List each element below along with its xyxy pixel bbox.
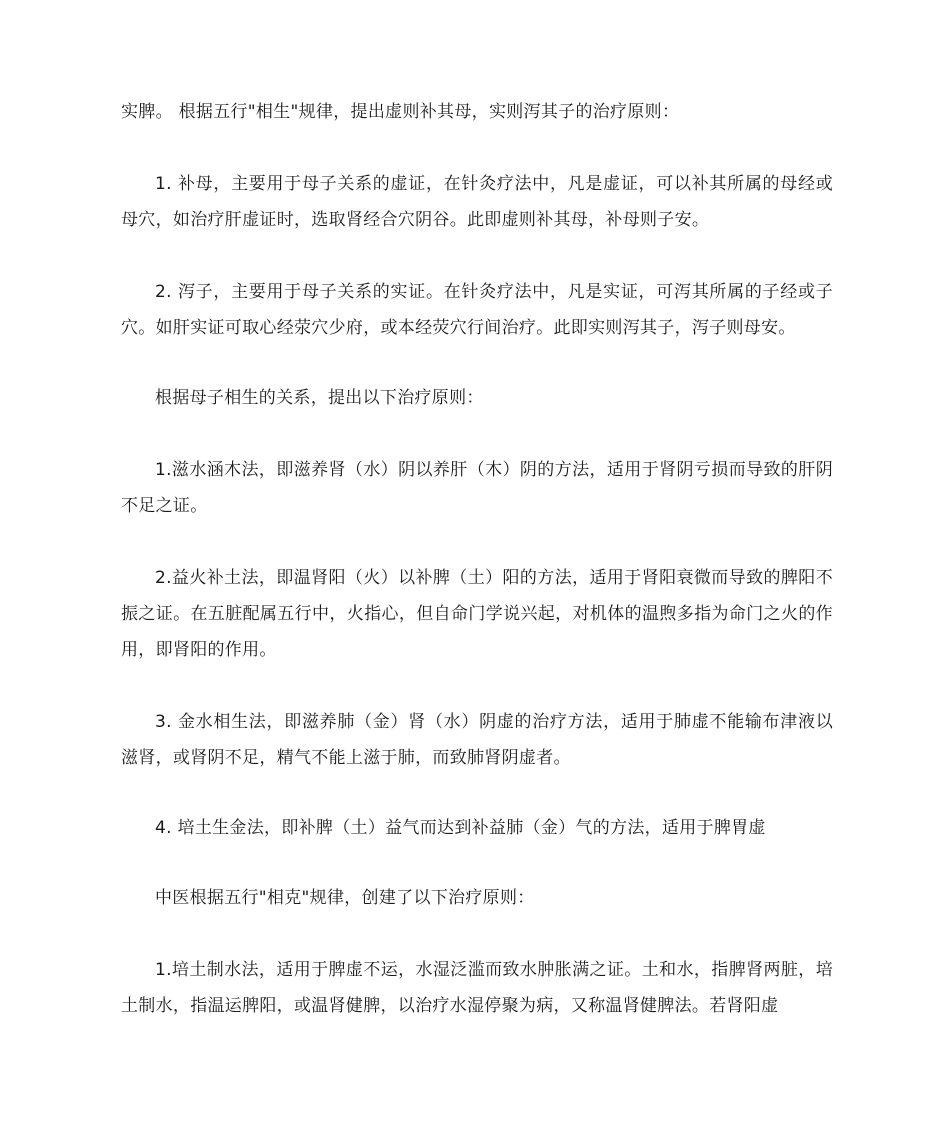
paragraph-mother-child-principles: 根据母子相生的关系，提出以下治疗原则： (155, 388, 484, 408)
paragraph-jin-shui-xiang-sheng: 3. 金水相生法，即滋养肺（金）肾（水）阴虚的治疗方法，适用于肺虚不能输布津液以滋肾，或肾阴不足，精气不能上滋于肺，而致肺肾阴虚者。 (121, 712, 833, 768)
paragraph-pei-tu-sheng-jin: 4. 培土生金法，即补脾（土）益气而达到补益肺（金）气的方法，适用于脾胃虚 (155, 818, 766, 838)
paragraph-intro: 实脾。 根据五行"相生"规律，提出虚则补其母，实则泻其子的治疗原则： (121, 102, 680, 122)
paragraph-yi-huo-bu-tu: 2.益火补土法，即温肾阳（火）以补脾（土）阳的方法，适用于肾阳衰微而导致的脾阳不振之证。在五脏配属五行中，火指心，但自命门学说兴起，对机体的温煦多指为命门之火的作用，即肾阳的作用。 (121, 568, 833, 660)
paragraph-restraint-principles: 中医根据五行"相克"规律，创建了以下治疗原则： (155, 888, 535, 908)
paragraph-zi-shui-han-mu: 1.滋水涵木法，即滋养肾（水）阴以养肝（木）阴的方法，适用于肾阴亏损而导致的肝阴不足之证。 (121, 460, 833, 516)
paragraph-pei-tu-zhi-shui: 1.培土制水法，适用于脾虚不运，水湿泛滥而致水肿胀满之证。土和水，指脾肾两脏，培土制水，指温运脾阳，或温肾健脾，以治疗水湿停聚为病，又称温肾健脾法。若肾阳虚 (121, 960, 833, 1016)
paragraph-xie-zi: 2. 泻子，主要用于母子关系的实证。在针灸疗法中，凡是实证，可泻其所属的子经或子穴。如肝实证可取心经荥穴少府，或本经荧穴行间治疗。此即实则泻其子，泻子则母安。 (121, 282, 833, 338)
paragraph-bu-mu: 1. 补母，主要用于母子关系的虚证，在针灸疗法中，凡是虚证，可以补其所属的母经或母穴，如治疗肝虚证时，选取肾经合穴阴谷。此即虚则补其母，补母则子安。 (121, 174, 833, 230)
